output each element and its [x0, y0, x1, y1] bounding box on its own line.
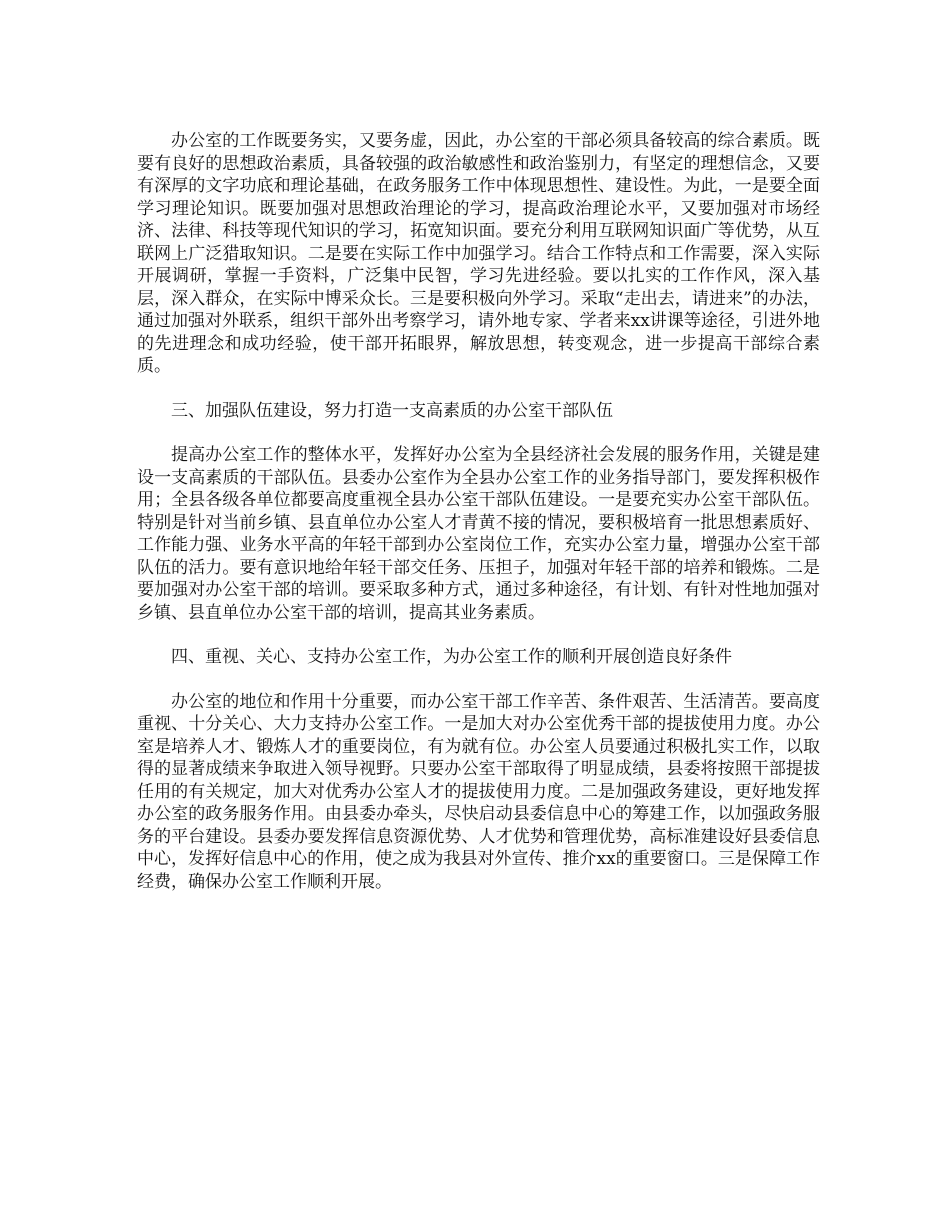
document-body	[137, 130, 820, 915]
paragraph-comprehensive-quality: 办公室的工作既要务实，又要务虚，因此，办公室的干部必须具备较高的综合素质。既要有良好的思想政治素质，具备较强的政治敏感性和政治鉴别力，有坚定的理想信念，又要有深厚的文字功底和理论基础，在政务服务工作中体现思想性、建设性。为此，一是要全面学习理论知识。既要加强对思想政治理论的学习，提高政治理论水平，又要加强对市场经济、法律、科技等现代知识的学习，拓宽知识面。要充分利用互联网知识面广等优势，从互联网上广泛猎取知识。二是要在实际工作中加强学习。结合工作特点和工作需要，深入实际开展调研，掌握一手资料，广泛集中民智，学习先进经验。要以扎实的工作作风，深入基层，深入群众，在实际中博采众长。三是要积极向外学习。采取“走出去，请进来”的办法，通过加强对外联系，组织干部外出考察学习，请外地专家、学者来xx讲课等途径，引进外地的先进理念和成功经验，使干部开拓眼界，解放思想，转变观念，进一步提高干部综合素质。	[137, 131, 820, 376]
section-heading-3: 三、加强队伍建设，努力打造一支高素质的办公室干部队伍	[171, 400, 613, 421]
paragraph-support-office-work: 办公室的地位和作用十分重要，而办公室干部工作辛苦、条件艰苦、生活清苦。要高度重视、十分关心、大力支持办公室工作。一是加大对办公室优秀干部的提拔使用力度。办公室是培养人才、锻炼人才的重要岗位，有为就有位。办公室人员要通过积极扎实工作，以取得的显著成绩来争取进入领导视野。只要办公室干部取得了明显成绩，县委将按照干部提拔任用的有关规定，加大对优秀办公室人才的提拔使用力度。二是加强政务建设，更好地发挥办公室的政务服务作用。由县委办牵头，尽快启动县委信息中心的筹建工作，以加强政务服务的平台建设。县委办要发挥信息资源优势、人才优势和管理优势，高标准建设好县委信息中心，发挥好信息中心的作用，使之成为我县对外宣传、推介xx的重要窗口。三是保障工作经费，确保办公室工作顺利开展。	[137, 691, 820, 892]
paragraph-team-building: 提高办公室工作的整体水平，发挥好办公室为全县经济社会发展的服务作用，关键是建设一支高素质的干部队伍。县委办公室作为全县办公室工作的业务指导部门，要发挥积极作用；全县各级各单位都要高度重视全县办公室干部队伍建设。一是要充实办公室干部队伍。特别是针对当前乡镇、县直单位办公室人才青黄不接的情况，要积极培育一批思想素质好、工作能力强、业务水平高的年轻干部到办公室岗位工作，充实办公室力量，增强办公室干部队伍的活力。要有意识地给年轻干部交任务、压担子，加强对年轻干部的培养和锻炼。二是要加强对办公室干部的培训。要采取多种方式，通过多种途径，有计划、有针对性地加强对乡镇、县直单位办公室干部的培训，提高其业务素质。	[137, 445, 820, 623]
section-heading-4: 四、重视、关心、支持办公室工作，为办公室工作的顺利开展创造良好条件	[171, 647, 732, 667]
